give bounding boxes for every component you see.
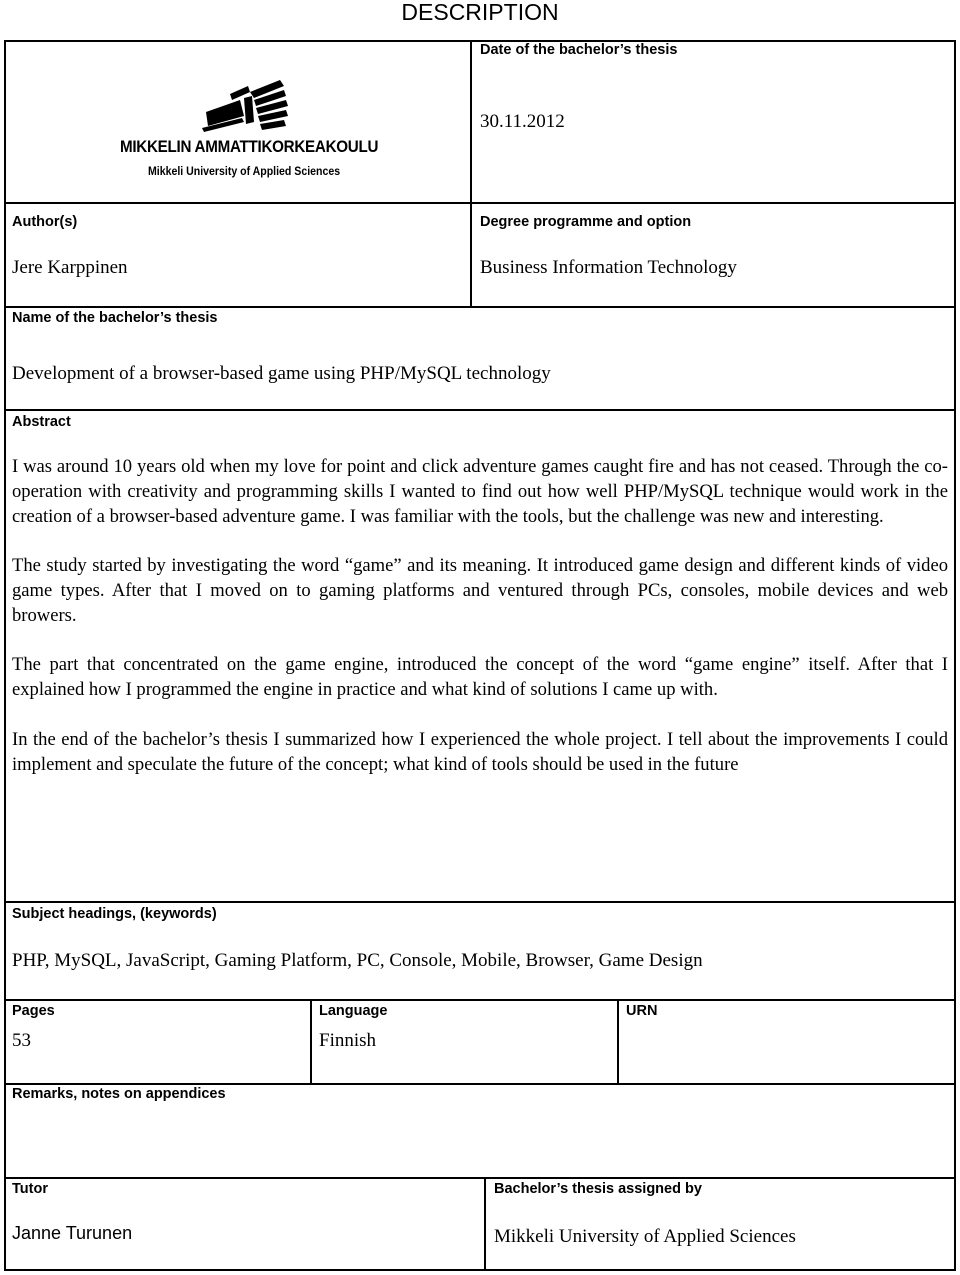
tutor-value: Janne Turunen [12, 1223, 133, 1243]
tutor-label: Tutor [12, 1181, 48, 1197]
assigned-value: Mikkeli University of Applied Sciences [494, 1226, 796, 1247]
abstract-paragraph: The study started by investigating the word “game” and its meaning. It introduced game design and different kinds of video game types. After that I moved on to gaming platforms and ventured through PCs, consoles, mobile devices and web browers. [12, 555, 948, 626]
logo-mark-icon [200, 76, 290, 136]
remarks-label: Remarks, notes on appendices [12, 1086, 226, 1102]
abstract-label: Abstract [12, 414, 71, 430]
abstract-paragraph: The part that concentrated on the game engine, introduced the concept of the word “game engine” itself. After that I explained how I programmed the engine in practice and what kind of solutions I came up with. [12, 654, 948, 701]
meta-divider-2 [617, 999, 619, 1085]
language-value: Finnish [319, 1030, 377, 1051]
pages-label: Pages [12, 1003, 55, 1019]
abstract-text [12, 455, 948, 802]
meta-divider-1 [310, 999, 312, 1085]
author-label: Author(s) [12, 214, 78, 230]
abstract-paragraph: In the end of the bachelor’s thesis I summarized how I experienced the whole project. I tell about the improvements I could implement and speculate the future of the concept; what kind of tools should be used in the future [12, 728, 948, 775]
keywords-label: Subject headings, (keywords) [12, 906, 217, 922]
document-title: DESCRIPTION [401, 0, 559, 25]
abstract-paragraph: I was around 10 years old when my love for point and click adventure games caught fire and has not ceased. Through the co-operation with creativity and programming skills I wanted to find out how well PHP/MySQL technique would work in the creation of a browser-based adventure game. I was familiar with the tools, but the challenge was new and interesting. [12, 456, 948, 527]
assigned-label: Bachelor’s thesis assigned by [494, 1181, 702, 1197]
logo-name: MIKKELIN AMMATTIKORKEAKOULU [120, 138, 379, 156]
language-label: Language [319, 1003, 388, 1019]
author-row-divider [4, 202, 956, 204]
abstract-divider [4, 409, 956, 411]
urn-label: URN [626, 1003, 658, 1019]
date-label: Date of the bachelor’s thesis [480, 42, 678, 58]
thesis-name-value: Development of a browser-based game using PHP/MySQL technology [12, 363, 551, 384]
degree-label: Degree programme and option [480, 214, 692, 230]
header-divider [470, 40, 472, 308]
author-value: Jere Karppinen [12, 257, 128, 278]
pages-value: 53 [12, 1030, 31, 1051]
meta-box [4, 999, 956, 1085]
thesis-name-label: Name of the bachelor’s thesis [12, 310, 218, 326]
logo-subname: Mikkeli University of Applied Sciences [148, 164, 341, 178]
university-logo [120, 76, 379, 184]
tutor-divider [484, 1177, 486, 1271]
keywords-value: PHP, MySQL, JavaScript, Gaming Platform, PC, Console, Mobile, Browser, Game Design [12, 950, 703, 971]
degree-value: Business Information Technology [480, 257, 737, 278]
tutor-box [4, 1177, 956, 1271]
date-value: 30.11.2012 [480, 111, 565, 132]
